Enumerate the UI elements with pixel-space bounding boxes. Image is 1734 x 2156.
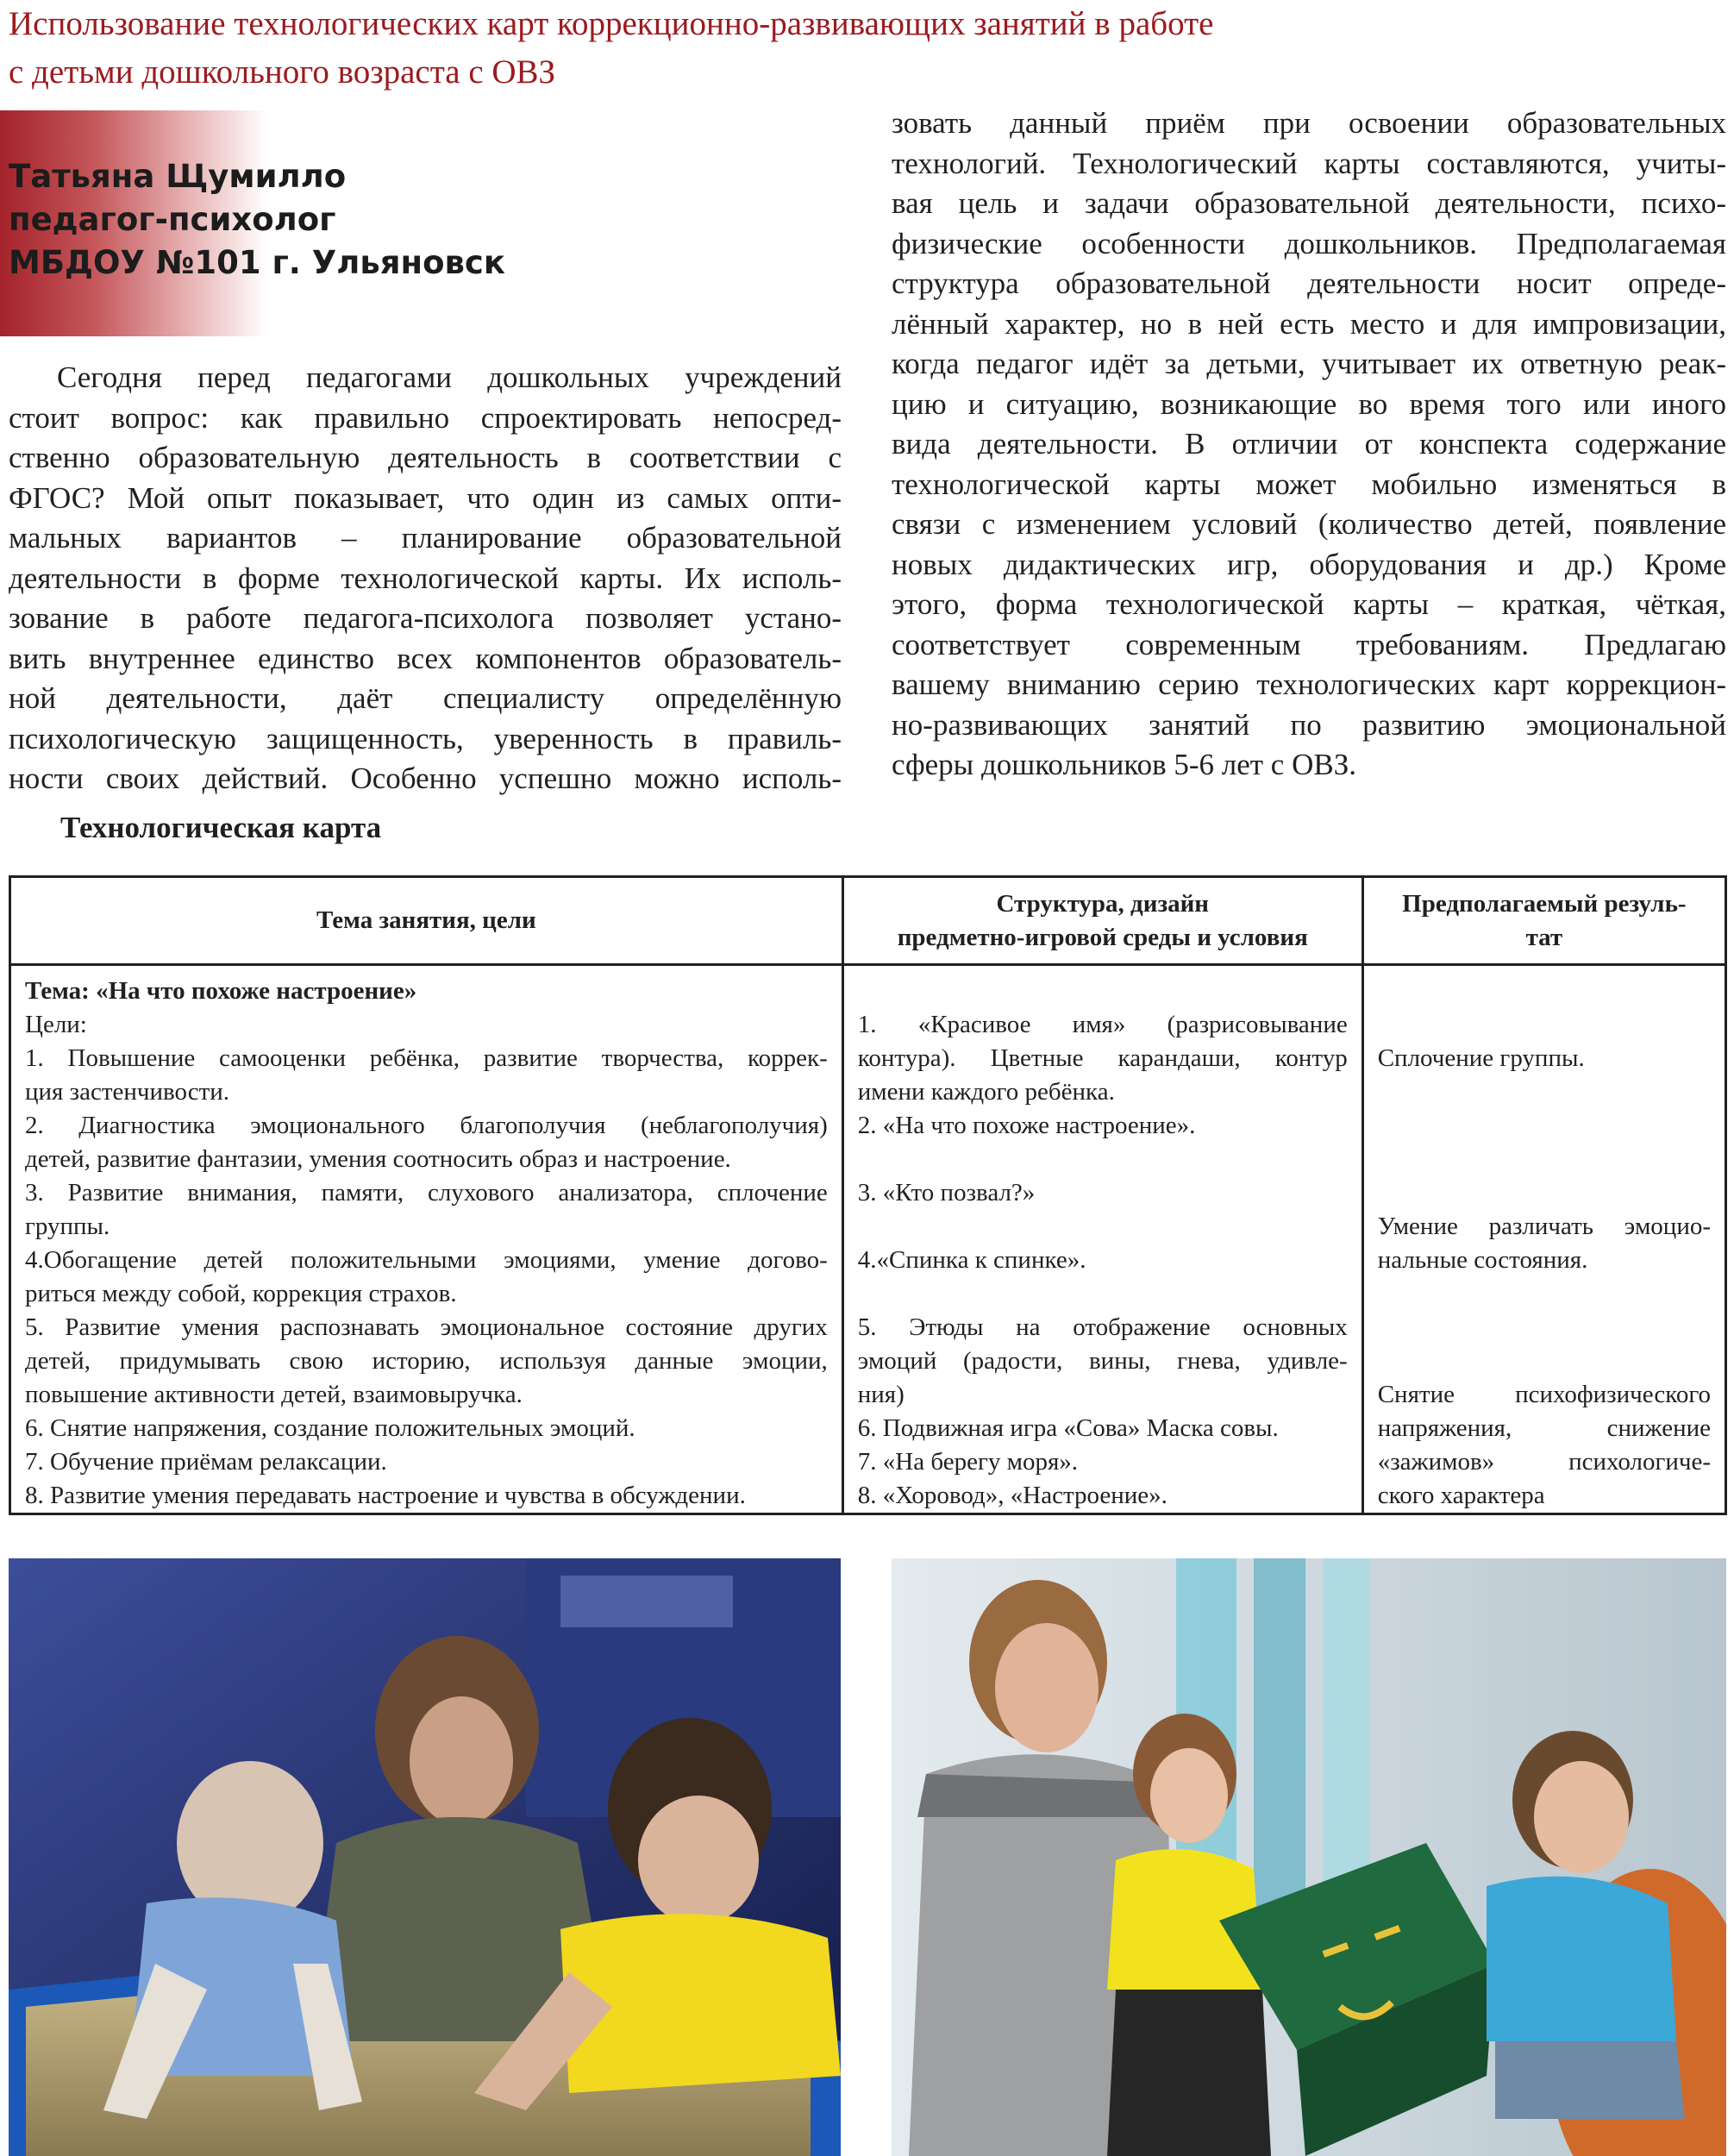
text-line: но-развивающих занятий по развитию эмоциональной <box>892 707 1726 742</box>
goal-line: 6. Снятие напряжения, создание положительных эмоций. <box>25 1414 635 1442</box>
structure-line: 7. «На берегу моря». <box>857 1448 1079 1476</box>
author-name: Татьяна Щумилло <box>9 158 347 195</box>
structure-line: 4.«Спинка к спинке». <box>857 1246 1086 1274</box>
text-line: зовать данный приём при освоении образовательных <box>892 106 1726 140</box>
topic-title: Тема: «На что похоже настроение» <box>25 977 417 1005</box>
cell-result <box>1362 965 1725 1514</box>
text-line: Сегодня перед педагогами дошкольных учреждений <box>57 360 842 394</box>
goal-line: детей, развитие фантазии, умения соотносить образ и настроение. <box>25 1145 731 1173</box>
article-column-left <box>9 358 842 799</box>
goals-label: Цели: <box>25 1011 87 1038</box>
header-result-line2: тат <box>1525 923 1563 951</box>
result-line: Сплочение группы. <box>1377 1044 1585 1072</box>
goal-line: 1. Повышение самооценки ребёнка, развитие творчества, коррек- <box>25 1044 828 1072</box>
author-block <box>9 155 526 285</box>
article-column-right <box>892 103 1726 786</box>
goal-line: 8. Развитие умения передавать настроение и чувства в обсуждении. <box>25 1482 746 1509</box>
header-result <box>1362 877 1725 965</box>
cell-structure <box>842 965 1362 1514</box>
structure-line: контура). Цветные карандаши, контур <box>857 1044 1348 1072</box>
goal-line: повышение активности детей, взаимовыручка. <box>25 1381 523 1408</box>
goal-line: 5. Развитие умения распознавать эмоциональное состояние других <box>25 1313 828 1341</box>
text-line: вида деятельности. В отличии от конспекта содержание <box>892 427 1726 461</box>
header-topic-goals: Тема занятия, цели <box>10 877 843 965</box>
text-line: вашему вниманию серию технологических карт коррекцион- <box>892 667 1726 701</box>
text-line: цию и ситуацию, возникающие во время того или иного <box>892 386 1726 421</box>
text-line: новых дидактических игр, оборудования и др.) Кроме <box>892 547 1726 581</box>
table-header-row <box>10 877 1726 965</box>
structure-line: 8. «Хоровод», «Настроение». <box>857 1482 1167 1509</box>
author-org: МБДОУ №101 г. Ульяновск <box>9 244 505 281</box>
table-row <box>10 965 1726 1514</box>
text-line: ной деятельности, даёт специалисту определённую <box>9 681 842 715</box>
text-line: зование в работе педагога-психолога позволяет устано- <box>9 601 842 635</box>
text-line: сферы дошкольников 5-6 лет с ОВЗ. <box>892 748 1356 781</box>
structure-line: ния) <box>857 1381 905 1408</box>
goal-line: 4.Обогащение детей положительными эмоциями, умение догово- <box>25 1246 828 1274</box>
header-result-line1: Предполагаемый резуль- <box>1402 889 1687 918</box>
technology-map-table <box>9 875 1727 1515</box>
structure-line: 6. Подвижная игра «Сова» Маска совы. <box>857 1414 1279 1442</box>
text-line: деятельности в форме технологической карты. Их исполь- <box>9 561 842 595</box>
goal-line: 2. Диагностика эмоционального благополучия (неблагополучия) <box>25 1112 828 1139</box>
text-line: физические особенности дошкольников. Предполагаемая <box>892 226 1726 260</box>
goal-line: группы. <box>25 1213 110 1240</box>
text-line: когда педагог идёт за детьми, учитывает их ответную реак- <box>892 347 1726 380</box>
text-line: ФГОС? Мой опыт показывает, что один из самых опти- <box>9 480 842 515</box>
result-line: Умение различать эмоцио- <box>1377 1213 1711 1240</box>
result-line: Снятие психофизического <box>1377 1381 1711 1408</box>
title-line-1: Использование технологических карт коррекционно-развивающих занятий в работе <box>9 5 1214 42</box>
table-caption: Технологическая карта <box>60 811 382 844</box>
result-line: ского характера <box>1377 1482 1545 1509</box>
goal-line: детей, придумывать свою историю, используя данные эмоции, <box>25 1347 828 1375</box>
text-line: структура образовательной деятельности носит опреде- <box>892 266 1726 300</box>
result-line: нальные состояния. <box>1377 1246 1588 1274</box>
text-line: вая цель и задачи образовательной деятельности, психо- <box>892 186 1726 220</box>
text-line: ности своих действий. Особенно успешно можно исполь- <box>9 761 842 795</box>
text-line: технологической карты может мобильно изменяться в <box>892 467 1726 501</box>
structure-line: 1. «Красивое имя» (разрисовывание <box>857 1011 1348 1038</box>
structure-line: имени каждого ребёнка. <box>857 1078 1115 1106</box>
text-line: ственно образовательную деятельность в соответствии с <box>9 441 842 474</box>
header-structure <box>842 877 1362 965</box>
goal-line: 7. Обучение приёмам релаксации. <box>25 1448 387 1476</box>
text-line: соответствует современным требованиям. Предлагаю <box>892 627 1726 661</box>
text-line: стоит вопрос: как правильно спроектировать непосред- <box>9 400 842 435</box>
text-line: связи с изменением условий (количество детей, появление <box>892 507 1726 541</box>
cell-topic-goals <box>10 965 843 1514</box>
structure-line: 5. Этюды на отображение основных <box>857 1313 1348 1341</box>
header-structure-line1: Структура, дизайн <box>996 889 1210 918</box>
article-title <box>9 0 1474 97</box>
goal-line: ция застенчивости. <box>25 1078 230 1106</box>
goal-line: 3. Развитие внимания, памяти, слухового анализатора, сплочение <box>25 1179 828 1206</box>
box-game-photo-illustration <box>892 1558 1726 2156</box>
text-line: этого, форма технологической карты – краткая, чёткая, <box>892 587 1726 621</box>
result-line: «зажимов» психологиче- <box>1377 1448 1711 1476</box>
text-line: психологическую защищенность, уверенность в правиль- <box>9 721 842 755</box>
result-line: напряжения, снижение <box>1377 1414 1711 1442</box>
goal-line: риться между собой, коррекция страхов. <box>25 1280 457 1307</box>
photo-box-game <box>892 1558 1726 2156</box>
header-structure-line2: предметно-игровой среды и условия <box>897 923 1308 951</box>
title-line-2: с детьми дошкольного возраста с ОВЗ <box>9 53 556 91</box>
text-line: мальных вариантов – планирование образовательной <box>9 521 842 555</box>
photo-sand-table <box>9 1558 841 2156</box>
sand-table-photo-illustration <box>9 1558 841 2156</box>
text-line: вить внутреннее единство всех компонентов образователь- <box>9 641 842 675</box>
structure-line: 2. «На что похоже настроение». <box>857 1112 1196 1139</box>
structure-line: эмоций (радости, вины, гнева, удивле- <box>857 1347 1348 1375</box>
text-line: технологий. Технологический карты составляются, учиты- <box>892 146 1726 180</box>
text-line: лённый характер, но в ней есть место и для импровизации, <box>892 306 1726 341</box>
structure-line: 3. «Кто позвал?» <box>857 1179 1036 1206</box>
author-position: педагог-психолог <box>9 201 336 238</box>
